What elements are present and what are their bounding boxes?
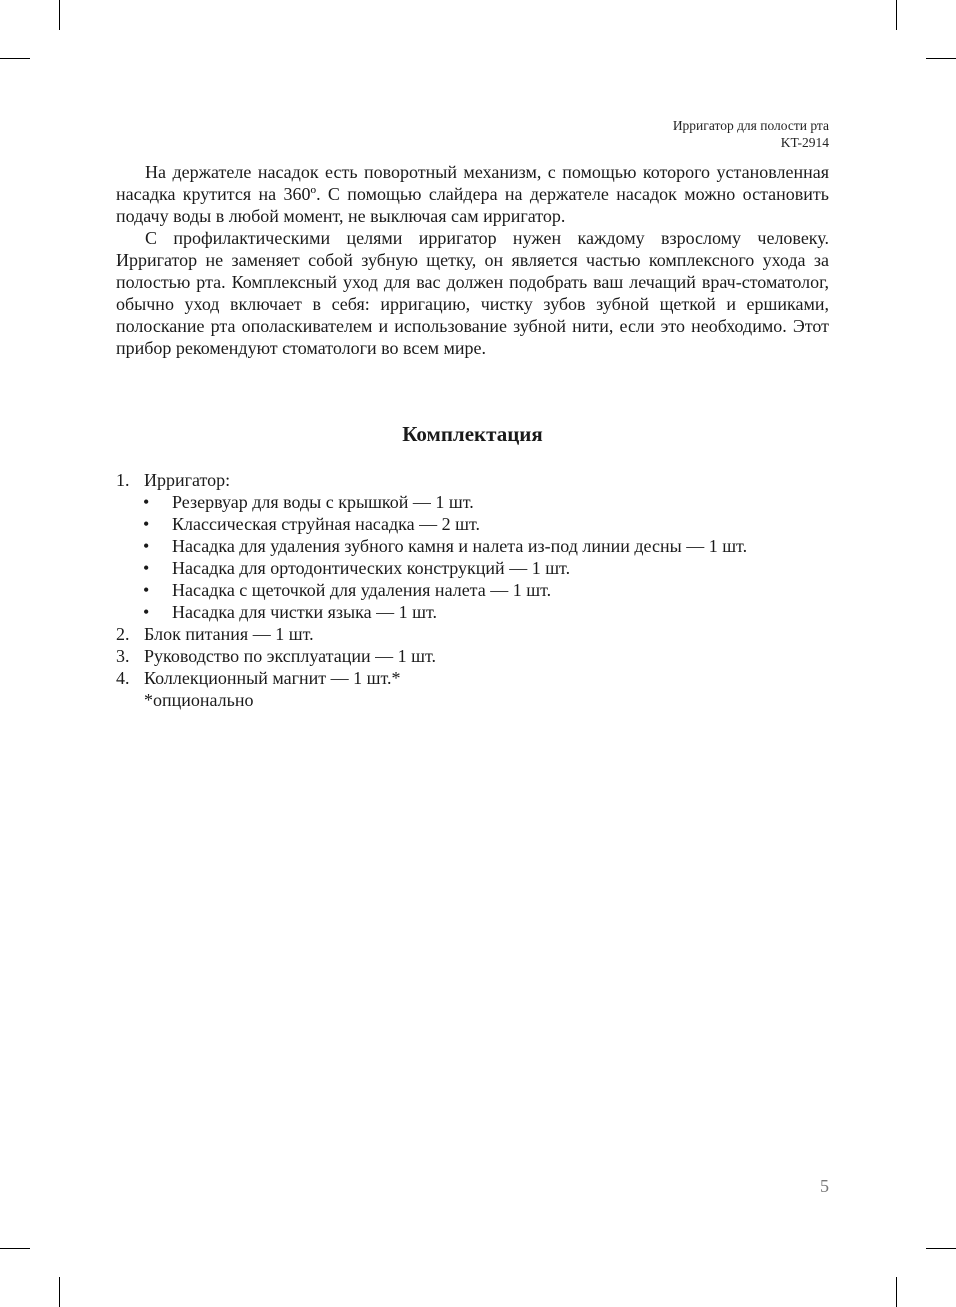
crop-mark [926,1248,956,1249]
footnote [116,689,829,711]
paragraph: На держателе насадок есть поворотный механизм, с помощью которого установленная насадка крутится на 360º. С помощью слайдера на держателе насадок можно остановить подачу воды в любой момент, не выключая сам ирригатор. [116,162,829,226]
crop-mark [59,0,60,30]
sub-list-text: Резервуар для воды с крышкой — 1 шт. [172,492,474,512]
sub-list-text: Насадка для чистки языка — 1 шт. [172,602,437,622]
sub-list-text: Насадка для ортодонтических конструкций — 1 шт. [172,558,571,578]
list-text: Ирригатор: [144,470,231,490]
bullet-icon: • [143,558,150,578]
list-item [116,645,829,667]
list-item [116,623,829,645]
bullet-icon: • [143,536,150,556]
list-item [116,667,829,689]
section-title: Комплектация [402,422,543,446]
crop-mark [59,1277,60,1307]
sub-list-text: Насадка для удаления зубного камня и налета из-под линии десны — 1 шт. [172,536,748,556]
crop-mark [0,1248,30,1249]
sub-list-text: Насадка с щеточкой для удаления налета — 1 шт. [172,580,552,600]
list-number: 1. [116,470,130,490]
sub-list-text: Классическая струйная насадка — 2 шт. [172,514,480,534]
body-text [116,161,829,359]
sub-list-item [116,535,829,557]
crop-mark [896,0,897,30]
paragraph: С профилактическими целями ирригатор нужен каждому взрослому человеку. Ирригатор не заменяет собой зубную щетку, он является частью комплексного ухода за полостью рта. Комплексный уход для вас должен подобрать ваш лечащий врач-стоматолог, обычно уход включает в себя: ирригацию, чистку зубов зубной щеткой и ершиками, полоскание рта ополаскивателем и использование зубной нити, если это необходимо. Этот прибор рекомендуют стоматологи во всем мире. [116,228,829,358]
bullet-icon: • [143,580,150,600]
bullet-icon: • [143,514,150,534]
contents-list [116,469,829,711]
sub-list-item [116,513,829,535]
sub-list-item [116,557,829,579]
footnote-text: *опционально [144,690,254,710]
list-number: 2. [116,624,130,644]
list-text: Блок питания — 1 шт. [144,624,314,644]
bullet-icon: • [143,602,150,622]
header-model: KT-2914 [780,135,829,150]
crop-mark [0,58,30,59]
sub-list-item [116,601,829,623]
bullet-icon: • [143,492,150,512]
sub-list-item [116,579,829,601]
header-title: Ирригатор для полости рта [672,118,829,133]
crop-mark [896,1277,897,1307]
running-header [673,117,829,151]
list-number: 4. [116,668,130,688]
list-item [116,469,829,491]
page-number: 5 [820,1176,829,1196]
list-text: Руководство по эксплуатации — 1 шт. [144,646,436,666]
sub-list-item [116,491,829,513]
crop-mark [926,58,956,59]
list-text: Коллекционный магнит — 1 шт.* [144,668,401,688]
list-number: 3. [116,646,130,666]
